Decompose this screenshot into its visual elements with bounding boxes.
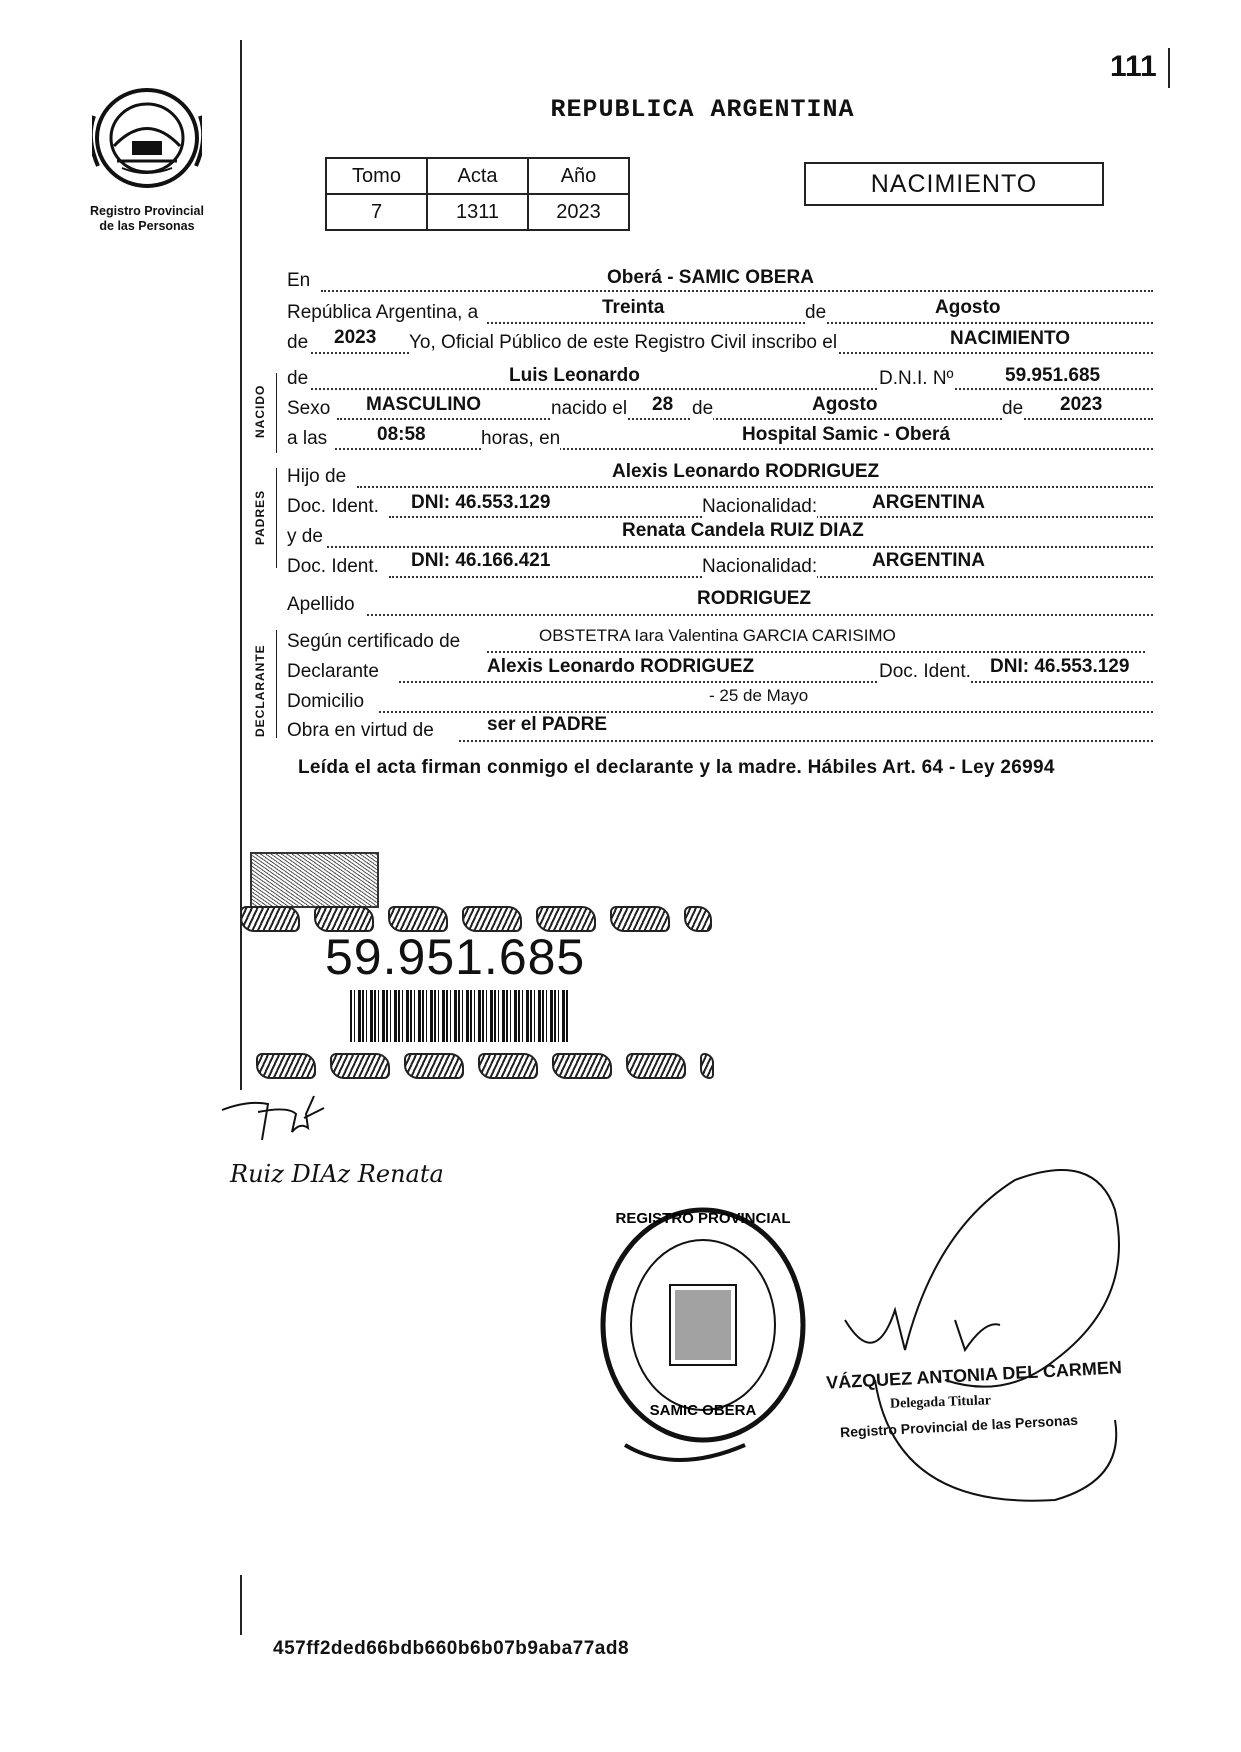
- row-en: [287, 267, 1153, 296]
- right-edge-mark: [1168, 48, 1170, 88]
- section-divider-declarante: [276, 630, 277, 738]
- label-nacionalidad-madre: Nacionalidad:: [702, 556, 818, 577]
- row-certificado: [287, 626, 1153, 657]
- section-label-padres: PADRES: [253, 489, 267, 545]
- row-declarante: [287, 656, 1153, 687]
- value-ano: 2023: [528, 194, 629, 230]
- logo-caption-line2: de las Personas: [99, 219, 195, 233]
- security-seal: [250, 852, 379, 908]
- label-doc-ident: Doc. Ident.: [287, 496, 379, 517]
- label-doc-ident-madre: Doc. Ident.: [287, 556, 379, 577]
- row-hora: [287, 424, 1153, 454]
- label-de: de: [805, 302, 827, 323]
- dotted-line: [321, 290, 1153, 292]
- barcode: [350, 990, 570, 1042]
- row-nombre: [287, 365, 1153, 394]
- section-label-declarante: DECLARANTE: [253, 644, 267, 737]
- dotted-line: [335, 448, 1153, 450]
- label-obra: Obra en virtud de: [287, 720, 434, 741]
- value-day: Treinta: [602, 297, 665, 318]
- value-inscribo: NACIMIENTO: [950, 328, 1070, 349]
- label-sexo: Sexo: [287, 398, 331, 419]
- header-acta: Acta: [427, 158, 528, 194]
- row-republica: [287, 297, 1153, 328]
- page-number: 111: [1110, 50, 1157, 83]
- section-label-nacido: NACIDO: [253, 384, 267, 438]
- label-nacido-el: nacido el: [551, 398, 628, 419]
- label-domicilio: Domicilio: [287, 691, 365, 712]
- value-madre: Renata Candela RUIZ DIAZ: [622, 520, 864, 541]
- security-strip-bottom: [256, 1053, 714, 1075]
- row-hijo-de: [287, 461, 1153, 492]
- label-declarante-doc: Doc. Ident.: [879, 661, 971, 682]
- left-margin-line: [240, 40, 242, 1090]
- official-role: Delegada Titular: [889, 1393, 992, 1412]
- logo-caption: [70, 204, 224, 234]
- dotted-line: [327, 546, 1153, 548]
- dotted-line: [399, 681, 1153, 683]
- value-acta: 1311: [427, 194, 528, 230]
- value-declarante: Alexis Leonardo RODRIGUEZ: [487, 656, 755, 677]
- value-padre-doc: DNI: 46.553.129: [411, 492, 551, 513]
- value-en: Oberá - SAMIC OBERA: [607, 267, 814, 288]
- document-hash: 457ff2ded66bdb660b6b07b9aba77ad8: [273, 1638, 630, 1659]
- value-year: 2023: [334, 327, 377, 348]
- label-de-year: de: [287, 332, 309, 353]
- label-hijo-de: Hijo de: [287, 466, 347, 487]
- section-divider-padres: [276, 468, 277, 568]
- row-apellido: [287, 588, 1153, 620]
- label-y-de: y de: [287, 526, 323, 547]
- svg-text:REGISTRO PROVINCIAL: REGISTRO PROVINCIAL: [615, 1210, 791, 1227]
- row-sexo: [287, 394, 1153, 424]
- value-nombre: Luis Leonardo: [509, 365, 640, 386]
- registry-table: [325, 157, 630, 231]
- value-obra: ser el PADRE: [487, 714, 608, 735]
- value-tomo: 7: [326, 194, 427, 230]
- value-month: Agosto: [935, 297, 1001, 318]
- logo-caption-line1: Registro Provincial: [90, 204, 204, 218]
- left-margin-line-lower: [240, 1575, 242, 1635]
- label-republica: República Argentina, a: [287, 302, 479, 323]
- section-divider-nacido: [276, 373, 277, 453]
- label-en: En: [287, 270, 311, 291]
- value-birth-day: 28: [652, 394, 674, 415]
- value-hora: 08:58: [377, 424, 426, 445]
- row-padre-doc: [287, 492, 1153, 522]
- label-apellido: Apellido: [287, 594, 355, 615]
- security-strip-top: [240, 906, 712, 928]
- row-domicilio: [287, 686, 1153, 717]
- value-lugar: Hospital Samic - Oberá: [742, 424, 951, 445]
- row-madre-doc: [287, 550, 1153, 582]
- dotted-line: [379, 711, 1153, 713]
- dotted-line: [459, 740, 1153, 742]
- value-madre-doc: DNI: 46.166.421: [411, 550, 551, 571]
- value-declarante-doc: DNI: 46.553.129: [990, 656, 1130, 677]
- registry-seal: [595, 1195, 810, 1470]
- label-horas-en: horas, en: [481, 428, 561, 449]
- value-sexo: MASCULINO: [366, 394, 482, 415]
- value-madre-nacionalidad: ARGENTINA: [872, 550, 985, 571]
- svg-text:SAMIC OBERA: SAMIC OBERA: [649, 1402, 757, 1419]
- label-certificado: Según certificado de: [287, 631, 461, 652]
- value-dni: 59.951.685: [1005, 365, 1101, 386]
- dotted-line: [311, 388, 1153, 390]
- dotted-line: [367, 614, 1153, 616]
- header-ano: Año: [528, 158, 629, 194]
- value-certificado: OBSTETRA Iara Valentina GARCIA CARISIMO: [539, 626, 896, 645]
- dotted-line: [357, 486, 1153, 488]
- official-office: Registro Provincial de las Personas: [839, 1411, 1079, 1441]
- value-domicilio: - 25 de Mayo: [709, 686, 809, 705]
- stamp-dni-number: 59.951.685: [325, 929, 586, 985]
- mother-signature: Ruiz DIAz Renata: [230, 1160, 444, 1188]
- label-inscribo: Yo, Oficial Público de este Registro Civil inscribo el: [409, 332, 838, 353]
- value-padre-nacionalidad: ARGENTINA: [872, 492, 985, 513]
- value-apellido: RODRIGUEZ: [697, 588, 811, 609]
- closing-note: Leída el acta firman conmigo el declarante y la madre. Hábiles Art. 64 - Ley 26994: [298, 757, 1055, 778]
- document-title: REPUBLICA ARGENTINA: [550, 95, 855, 124]
- label-de-nombre: de: [287, 368, 309, 389]
- header-tomo: Tomo: [326, 158, 427, 194]
- value-birth-month: Agosto: [812, 394, 878, 415]
- value-birth-year: 2023: [1060, 394, 1103, 415]
- label-dni: D.N.I. Nº: [879, 368, 954, 389]
- official-name: VÁZQUEZ ANTONIA DEL CARMEN: [825, 1357, 1123, 1393]
- label-nacionalidad: Nacionalidad:: [702, 496, 818, 517]
- value-padre: Alexis Leonardo RODRIGUEZ: [612, 461, 880, 482]
- declarante-signature: [218, 1092, 328, 1147]
- dotted-line: [487, 651, 1145, 653]
- label-de-birth-year: de: [1002, 398, 1024, 419]
- row-y-de: [287, 520, 1153, 552]
- document-type-box: NACIMIENTO: [804, 162, 1104, 206]
- row-obra: [287, 714, 1153, 746]
- row-year-inscribo: [287, 327, 1153, 358]
- label-de-birth-month: de: [692, 398, 714, 419]
- label-declarante: Declarante: [287, 661, 379, 682]
- label-a-las: a las: [287, 428, 328, 449]
- dotted-line: [337, 418, 1153, 420]
- official-signature: [835, 1150, 1135, 1510]
